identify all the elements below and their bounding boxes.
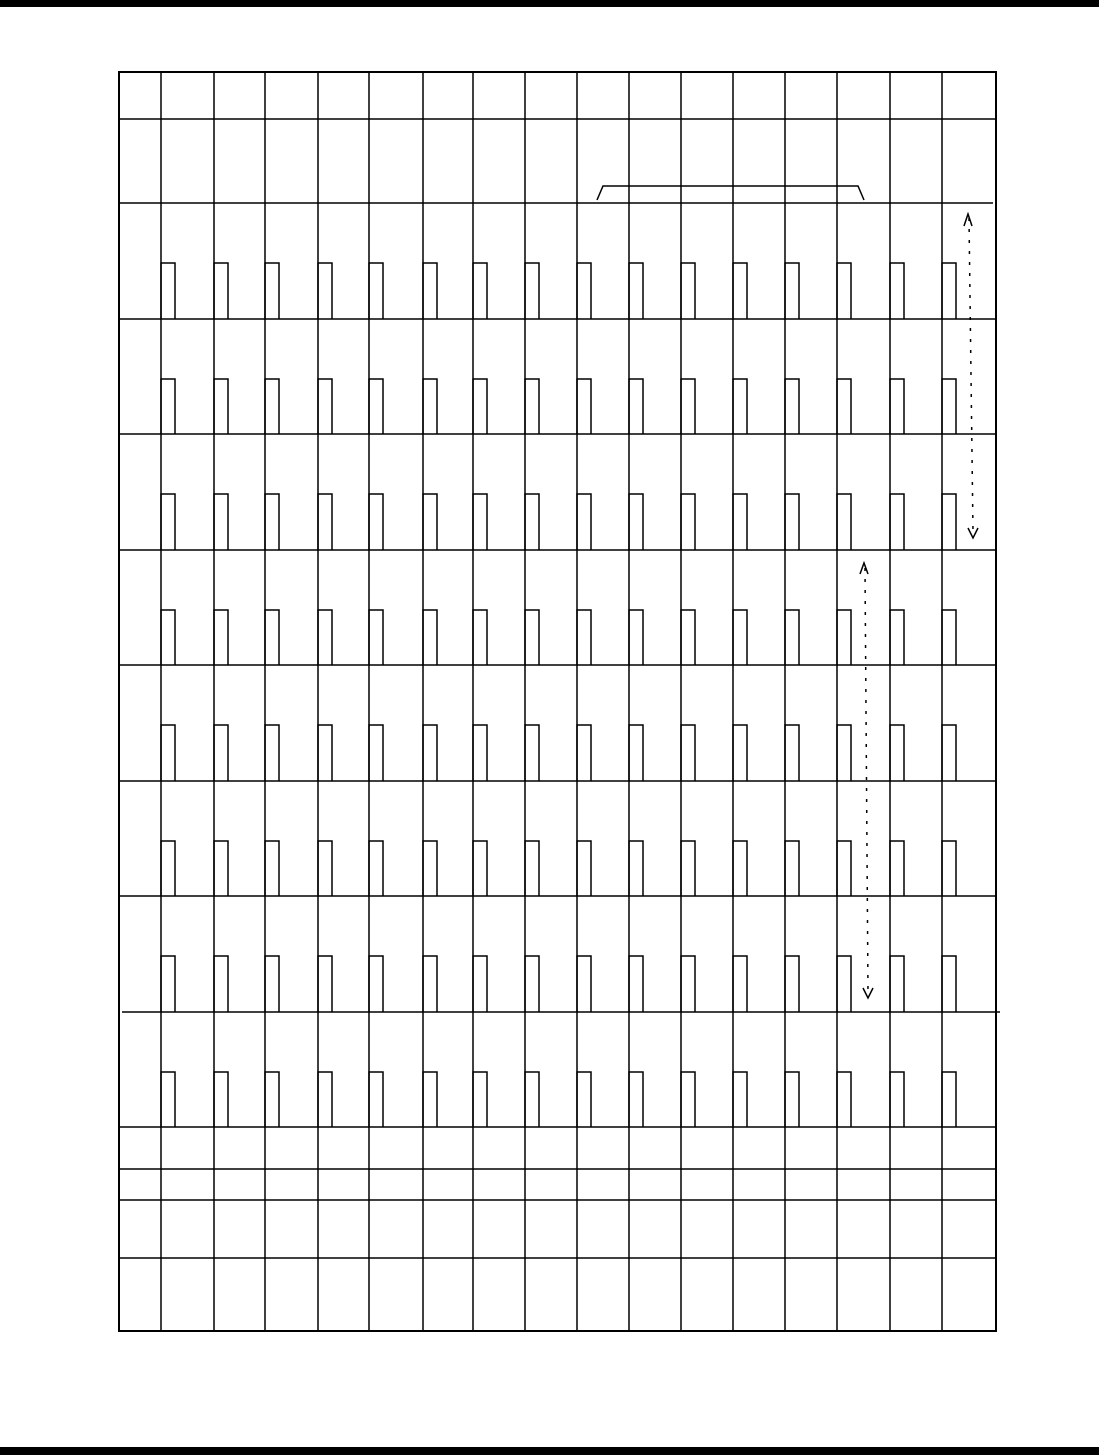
pulse-mark [942,725,956,781]
pulse-mark [629,494,643,550]
pulse-mark [785,379,799,434]
bottom-page-rule [0,1447,1099,1455]
pulse-mark [890,1072,904,1127]
pulse-mark [161,263,175,319]
pulse-mark [785,841,799,896]
pulse-mark [785,725,799,781]
dotted-double-arrow-right [964,214,978,538]
pulse-mark [681,1072,695,1127]
span-bracket [597,186,864,200]
column-dividers [161,72,942,1331]
pulse-mark [214,379,228,434]
pulse-mark [837,841,851,896]
pulse-mark [629,725,643,781]
pulse-mark [525,610,539,665]
pulse-mark [681,494,695,550]
pulse-mark [525,379,539,434]
pulse-mark [629,379,643,434]
pulse-mark [369,956,383,1012]
pulse-mark [629,610,643,665]
pulse-mark [890,494,904,550]
pulse-mark [525,956,539,1012]
pulse-mark [577,956,591,1012]
table-border [119,72,996,1331]
pulse-mark [837,1072,851,1127]
pulse-mark [423,494,437,550]
pulse-mark [318,725,332,781]
pulse-mark [525,263,539,319]
top-page-rule [0,0,1099,7]
pulse-mark [785,263,799,319]
row-dividers [119,119,1000,1258]
pulse-mark [837,494,851,550]
pulse-mark [837,956,851,1012]
pulse-mark [629,1072,643,1127]
pulse-mark [318,610,332,665]
pulse-mark [681,263,695,319]
pulse-mark [214,610,228,665]
pulse-mark [629,956,643,1012]
pulse-mark [473,956,487,1012]
pulse-mark [942,956,956,1012]
pulse-mark [577,379,591,434]
pulse-mark [265,725,279,781]
pulse-mark [890,610,904,665]
pulse-mark [890,841,904,896]
pulse-mark [733,956,747,1012]
pulse-mark [942,841,956,896]
pulse-mark [577,494,591,550]
pulse-mark [733,263,747,319]
pulse-mark [265,956,279,1012]
pulse-mark [161,1072,175,1127]
pulse-mark [214,725,228,781]
pulse-mark [265,494,279,550]
pulse-mark [577,725,591,781]
pulse-mark [161,379,175,434]
pulse-mark [837,263,851,319]
pulse-mark [733,494,747,550]
pulse-mark [423,956,437,1012]
pulse-mark [369,725,383,781]
pulse-mark [525,494,539,550]
pulse-mark [629,841,643,896]
pulse-mark [733,379,747,434]
pulse-mark [785,494,799,550]
pulse-mark [577,1072,591,1127]
pulse-mark [890,379,904,434]
pulse-mark [161,494,175,550]
pulse-mark [214,494,228,550]
pulse-mark [942,1072,956,1127]
pulse-mark [369,1072,383,1127]
pulse-mark [837,725,851,781]
pulse-mark [318,263,332,319]
pulse-mark [473,379,487,434]
pulse-mark [681,725,695,781]
pulse-mark [837,610,851,665]
pulse-mark [161,610,175,665]
pulse-mark [214,956,228,1012]
pulse-mark [733,725,747,781]
pulse-mark [733,610,747,665]
pulse-mark [318,841,332,896]
pulse-mark [214,1072,228,1127]
pulse-mark [942,379,956,434]
pulse-mark [423,841,437,896]
pulse-mark [423,263,437,319]
pulse-mark [369,379,383,434]
pulse-mark [577,841,591,896]
pulse-mark [265,841,279,896]
pulse-mark [318,1072,332,1127]
pulse-mark [525,725,539,781]
pulse-mark [423,379,437,434]
pulse-mark [473,610,487,665]
pulse-mark [837,379,851,434]
pulse-mark [318,379,332,434]
pulse-mark [423,610,437,665]
pulse-mark [681,841,695,896]
pulse-mark [473,1072,487,1127]
pulse-mark [161,956,175,1012]
pulse-mark [785,956,799,1012]
pulse-mark [785,610,799,665]
pulse-mark [681,379,695,434]
pulse-mark [890,725,904,781]
pulse-mark [942,494,956,550]
pulse-mark [473,263,487,319]
pulse-mark [265,379,279,434]
pulse-mark [265,1072,279,1127]
pulse-mark [733,841,747,896]
pulse-mark [942,263,956,319]
pulse-mark [890,956,904,1012]
pulse-mark [890,263,904,319]
pulse-mark [473,725,487,781]
pulse-mark [369,494,383,550]
pulse-mark [942,610,956,665]
pulse-mark [577,610,591,665]
pulse-mark [214,841,228,896]
pulse-mark [681,610,695,665]
pulse-mark [577,263,591,319]
pulse-mark [785,1072,799,1127]
pulse-mark [423,725,437,781]
pulse-mark [629,263,643,319]
pulse-mark [473,841,487,896]
pulse-mark [265,263,279,319]
pulse-mark [681,956,695,1012]
pulse-mark [423,1072,437,1127]
pulse-mark [265,610,279,665]
pulse-mark [214,263,228,319]
pulse-mark [733,1072,747,1127]
pulse-mark [161,841,175,896]
pulse-mark [318,956,332,1012]
pulse-mark [369,610,383,665]
pulse-mark [369,841,383,896]
pulse-mark [318,494,332,550]
pulse-mark [161,725,175,781]
pulse-mark [525,841,539,896]
pulse-mark [473,494,487,550]
pulse-mark [525,1072,539,1127]
pulse-mark [369,263,383,319]
